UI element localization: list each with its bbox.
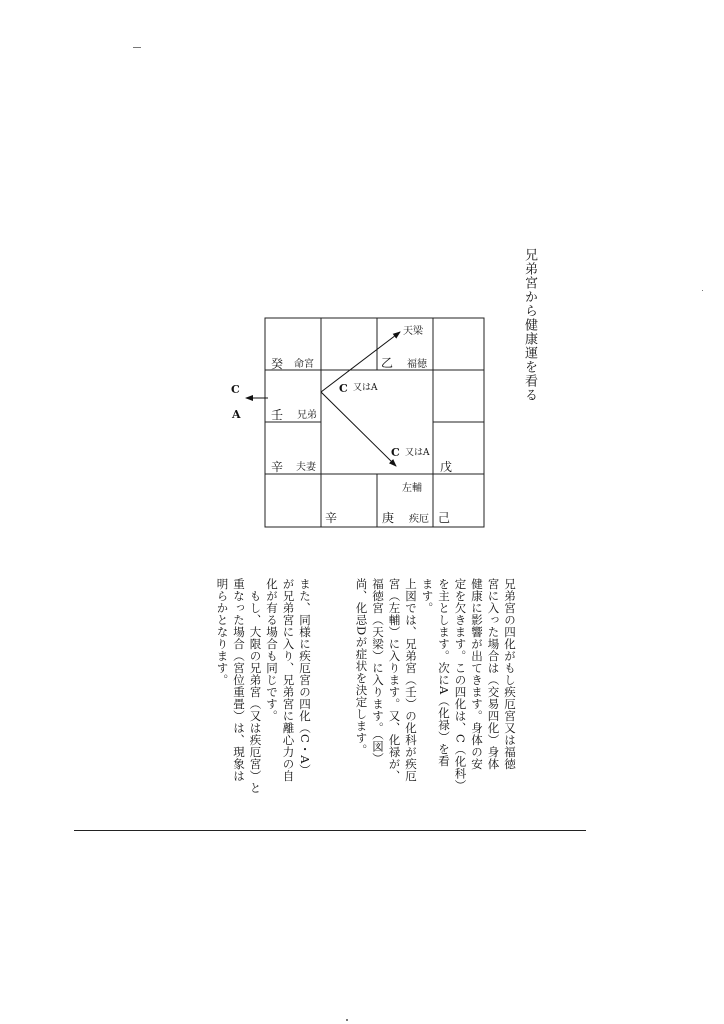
horizontal-rule	[74, 830, 586, 831]
scan-speck	[702, 290, 703, 291]
stem-wu: 戊	[440, 460, 453, 474]
stem-yi: 乙	[381, 356, 394, 370]
page-title: 兄弟宮から健康運を看る	[522, 248, 537, 402]
chart-grid	[265, 318, 484, 527]
label-a-outside: A	[232, 408, 241, 421]
stem-geng: 庚	[382, 511, 395, 525]
stem-kui: 癸	[271, 357, 284, 371]
stem-ren: 壬	[271, 408, 284, 422]
palace-mingong: 命宮	[294, 359, 314, 370]
label-mata-a-lower: 又はA	[405, 448, 430, 458]
label-c-lower: C	[391, 446, 400, 459]
stem-xin-left: 辛	[271, 460, 284, 474]
palace-fude: 福徳	[407, 359, 427, 370]
scan-speck	[133, 47, 141, 48]
scan-speck	[346, 1019, 348, 1021]
palace-xiongdi: 兄弟	[297, 410, 317, 421]
star-tianliang: 天梁	[403, 326, 423, 337]
star-zuofu: 左輔	[402, 483, 422, 494]
stem-ji: 己	[438, 511, 451, 525]
label-c-center: C	[339, 382, 348, 395]
body-paragraph-1: 兄弟宮の四化がもし疾厄宮又は福徳 宮に入った場合は（交易四化）身体 健康に影響が出てきます。身体の安 定を欠きます。この四化は、C（化科） を主とします。次にA（化禄）を看 ます。 上図では、兄弟宮（壬）の化科が疾厄 宮（左輔）に入ります。又、化禄が、 福徳宮（天梁）に入ります。（図） 尚、化忌Dが症状を決定します。	[354, 578, 517, 792]
palace-fuqi: 夫妻	[296, 462, 316, 473]
stem-xin-bottom: 辛	[325, 511, 338, 525]
label-mata-a-center: 又はA	[353, 383, 378, 393]
body-paragraph-2: また、同様に疾厄宮の四化（C・A） が兄弟宮に入り、兄弟宮に離心力の自 化が有る場合も同じです。 もし、大限の兄弟宮（又は疾厄宮）と 重なった場合（宮位重畳）は、現象は 明らかとなります。	[215, 578, 312, 794]
label-c-outside: C	[231, 383, 240, 396]
arrow-to-jie	[321, 392, 396, 466]
palace-jie: 疾厄	[409, 514, 429, 525]
